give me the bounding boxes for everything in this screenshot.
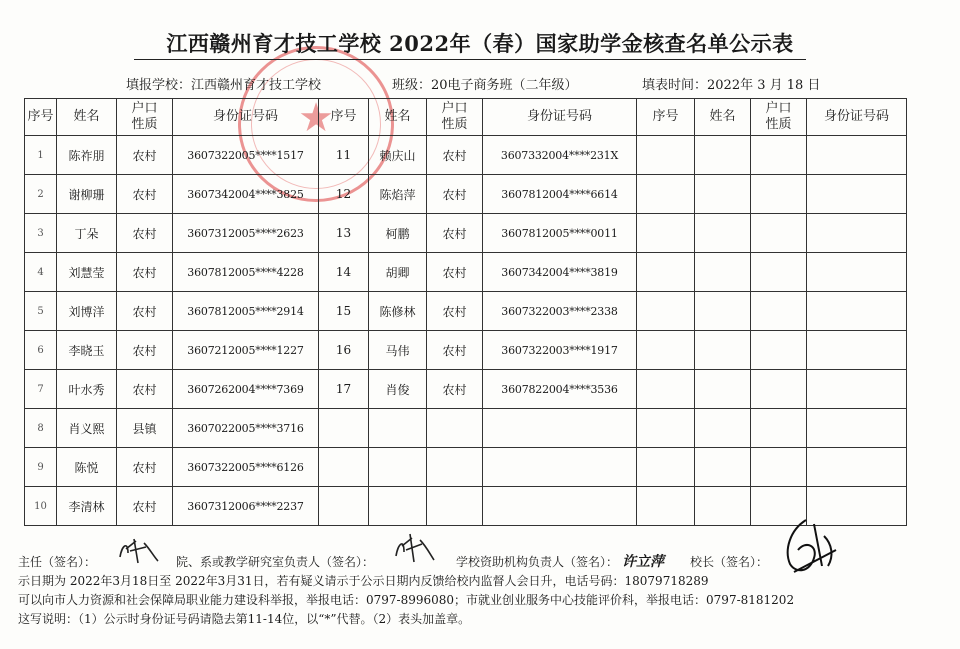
cell-hukou-type: 农村 xyxy=(117,370,173,409)
empty-cell xyxy=(695,448,751,487)
empty-cell xyxy=(695,253,751,292)
header-hukou xyxy=(117,99,173,136)
table-row xyxy=(25,370,907,409)
table-row xyxy=(25,292,907,331)
empty-cell xyxy=(751,214,807,253)
empty-cell xyxy=(807,214,907,253)
empty-cell xyxy=(751,448,807,487)
cell-name xyxy=(369,409,427,448)
cell-name: 陈修林 xyxy=(369,292,427,331)
cell-seq: 5 xyxy=(25,292,57,331)
empty-cell xyxy=(637,487,695,526)
empty-cell xyxy=(695,292,751,331)
empty-cell xyxy=(751,370,807,409)
cell-seq xyxy=(319,409,369,448)
header-id: 身份证号码 xyxy=(807,99,907,136)
empty-cell xyxy=(807,487,907,526)
empty-cell xyxy=(807,409,907,448)
header-name: 姓名 xyxy=(57,99,117,136)
cell-name: 谢柳珊 xyxy=(57,175,117,214)
cell-hukou-type: 农村 xyxy=(427,331,483,370)
cell-name: 胡卿 xyxy=(369,253,427,292)
cell-seq xyxy=(319,448,369,487)
cell-id-number xyxy=(483,409,637,448)
cell-seq: 1 xyxy=(25,136,57,175)
empty-cell xyxy=(695,175,751,214)
sign-teacher-label: 主任（签名）： xyxy=(18,555,97,569)
cell-id-number: 3607812005****4228 xyxy=(173,253,319,292)
subsidy-roster-table xyxy=(24,98,907,526)
cell-seq: 10 xyxy=(25,487,57,526)
cell-name xyxy=(369,448,427,487)
cell-id-number: 3607342004****3819 xyxy=(483,253,637,292)
empty-cell xyxy=(637,253,695,292)
cell-id-number: 3607332004****231X xyxy=(483,136,637,175)
empty-cell xyxy=(751,292,807,331)
cell-seq: 17 xyxy=(319,370,369,409)
empty-cell xyxy=(807,253,907,292)
cell-hukou-type: 农村 xyxy=(117,292,173,331)
cell-id-number: 3607812005****0011 xyxy=(483,214,637,253)
cell-seq: 4 xyxy=(25,253,57,292)
sign-funding-label: 学校资助机构负责人（签名）： xyxy=(456,555,619,569)
cell-id-number xyxy=(483,487,637,526)
seal-star-icon: ★ xyxy=(298,95,334,141)
empty-cell xyxy=(807,370,907,409)
table-row xyxy=(25,409,907,448)
cell-seq: 7 xyxy=(25,370,57,409)
cell-seq: 6 xyxy=(25,331,57,370)
cell-seq: 3 xyxy=(25,214,57,253)
class-name: 班级：20电子商务班（二年级） xyxy=(392,78,578,93)
header-seq: 序号 xyxy=(25,99,57,136)
empty-cell xyxy=(751,136,807,175)
table-row xyxy=(25,214,907,253)
sign-funding-name: 许立萍 xyxy=(622,554,664,570)
empty-cell xyxy=(637,331,695,370)
header-hukou-line1: 户口 xyxy=(441,101,468,116)
cell-id-number: 3607312005****2623 xyxy=(173,214,319,253)
cell-name: 刘慧莹 xyxy=(57,253,117,292)
cell-seq: 14 xyxy=(319,253,369,292)
empty-cell xyxy=(807,136,907,175)
header-hukou-line2: 性质 xyxy=(765,117,792,132)
empty-cell xyxy=(695,331,751,370)
empty-cell xyxy=(695,136,751,175)
header-hukou-line2: 性质 xyxy=(441,117,468,132)
cell-id-number: 3607262004****7369 xyxy=(173,370,319,409)
table-row xyxy=(25,253,907,292)
cell-hukou-type: 农村 xyxy=(117,487,173,526)
cell-hukou-type: 农村 xyxy=(427,253,483,292)
title-underline xyxy=(134,59,806,60)
cell-hukou-type: 农村 xyxy=(427,370,483,409)
empty-cell xyxy=(751,487,807,526)
empty-cell xyxy=(751,175,807,214)
empty-cell xyxy=(637,292,695,331)
teacher-signature xyxy=(116,535,162,567)
cell-name: 陈悦 xyxy=(57,448,117,487)
cell-seq: 2 xyxy=(25,175,57,214)
header-id: 身份证号码 xyxy=(173,99,319,136)
cell-hukou-type: 农村 xyxy=(427,175,483,214)
table-header-row xyxy=(25,99,907,136)
cell-name: 陈祚朋 xyxy=(57,136,117,175)
empty-cell xyxy=(751,409,807,448)
sign-dept-label: 院、系或教学研究室负责人（签名）： xyxy=(176,555,375,569)
cell-name: 刘博洋 xyxy=(57,292,117,331)
cell-id-number: 3607812004****6614 xyxy=(483,175,637,214)
roster-body xyxy=(25,136,907,526)
empty-cell xyxy=(695,409,751,448)
cell-hukou-type: 农村 xyxy=(427,292,483,331)
header-hukou-line2: 性质 xyxy=(131,117,158,132)
empty-cell xyxy=(637,448,695,487)
table-row xyxy=(25,175,907,214)
cell-id-number xyxy=(483,448,637,487)
dept-signature xyxy=(392,532,438,566)
cell-name xyxy=(369,487,427,526)
cell-hukou-type: 农村 xyxy=(427,214,483,253)
table-row xyxy=(25,448,907,487)
empty-cell xyxy=(807,331,907,370)
cell-seq: 15 xyxy=(319,292,369,331)
fill-school: 填报学校：江西赣州育才技工学校 xyxy=(126,78,322,93)
empty-cell xyxy=(637,175,695,214)
table-row xyxy=(25,487,907,526)
empty-cell xyxy=(637,214,695,253)
cell-hukou-type: 农村 xyxy=(117,331,173,370)
cell-hukou-type xyxy=(427,448,483,487)
cell-hukou-type xyxy=(427,409,483,448)
cell-id-number: 3607212005****1227 xyxy=(173,331,319,370)
cell-hukou-type: 农村 xyxy=(117,136,173,175)
empty-cell xyxy=(637,136,695,175)
cell-name: 叶水秀 xyxy=(57,370,117,409)
cell-name: 肖义熙 xyxy=(57,409,117,448)
sign-principal-label: 校长（签名）： xyxy=(690,555,769,569)
header-name: 姓名 xyxy=(369,99,427,136)
empty-cell xyxy=(751,253,807,292)
empty-cell xyxy=(695,370,751,409)
empty-cell xyxy=(807,292,907,331)
header-hukou xyxy=(427,99,483,136)
table-row xyxy=(25,136,907,175)
cell-id-number: 3607322003****1917 xyxy=(483,331,637,370)
empty-cell xyxy=(751,331,807,370)
cell-id-number: 3607322003****2338 xyxy=(483,292,637,331)
cell-seq: 13 xyxy=(319,214,369,253)
header-hukou-line1: 户口 xyxy=(131,101,158,116)
header-name: 姓名 xyxy=(695,99,751,136)
cell-name: 柯鹏 xyxy=(369,214,427,253)
header-seq: 序号 xyxy=(319,99,369,136)
cell-hukou-type: 农村 xyxy=(117,214,173,253)
cell-hukou-type: 县镇 xyxy=(117,409,173,448)
cell-name: 赖庆山 xyxy=(369,136,427,175)
notice-report: 可以向市人力资源和社会保障局职业能力建设科举报，举报电话：0797-8996080；市就业创业服务中心技能评价科，举报电话：0797-8181202 xyxy=(18,593,795,607)
cell-id-number: 3607342004****3825 xyxy=(173,175,319,214)
cell-name: 肖俊 xyxy=(369,370,427,409)
header-hukou xyxy=(751,99,807,136)
cell-id-number: 3607022005****3716 xyxy=(173,409,319,448)
empty-cell xyxy=(695,214,751,253)
cell-seq: 9 xyxy=(25,448,57,487)
cell-id-number: 3607322005****1517 xyxy=(173,136,319,175)
cell-name: 丁朵 xyxy=(57,214,117,253)
cell-seq: 8 xyxy=(25,409,57,448)
table-row xyxy=(25,331,907,370)
cell-hukou-type xyxy=(427,487,483,526)
cell-name: 陈焰萍 xyxy=(369,175,427,214)
cell-name: 马伟 xyxy=(369,331,427,370)
empty-cell xyxy=(637,409,695,448)
empty-cell xyxy=(807,448,907,487)
cell-seq: 12 xyxy=(319,175,369,214)
document-title: 江西赣州育才技工学校 2022年（春）国家助学金核查名单公示表 xyxy=(166,31,794,56)
cell-id-number: 3607312006****2237 xyxy=(173,487,319,526)
empty-cell xyxy=(695,487,751,526)
cell-hukou-type: 农村 xyxy=(427,136,483,175)
header-hukou-line1: 户口 xyxy=(765,101,792,116)
notice-period: 示日期为 2022年3月18日至 2022年3月31日，若有疑义请示于公示日期内反馈给校内监督人会日升，电话号码：18079718289 xyxy=(18,574,709,588)
cell-id-number: 3607322005****6126 xyxy=(173,448,319,487)
cell-seq: 11 xyxy=(319,136,369,175)
cell-hukou-type: 农村 xyxy=(117,175,173,214)
cell-seq: 16 xyxy=(319,331,369,370)
cell-seq xyxy=(319,487,369,526)
fill-date: 填表时间：2022年 3 月 18 日 xyxy=(642,78,821,93)
cell-hukou-type: 农村 xyxy=(117,253,173,292)
cell-hukou-type: 农村 xyxy=(117,448,173,487)
notice-notes: 这写说明：（1）公示时身份证号码请隐去第11-14位，以“*”代替。（2）表头加盖章。 xyxy=(18,612,471,626)
cell-name: 李晓玉 xyxy=(57,331,117,370)
cell-name: 李清林 xyxy=(57,487,117,526)
header-id: 身份证号码 xyxy=(483,99,637,136)
empty-cell xyxy=(807,175,907,214)
header-seq: 序号 xyxy=(637,99,695,136)
cell-id-number: 3607822004****3536 xyxy=(483,370,637,409)
empty-cell xyxy=(637,370,695,409)
cell-id-number: 3607812005****2914 xyxy=(173,292,319,331)
